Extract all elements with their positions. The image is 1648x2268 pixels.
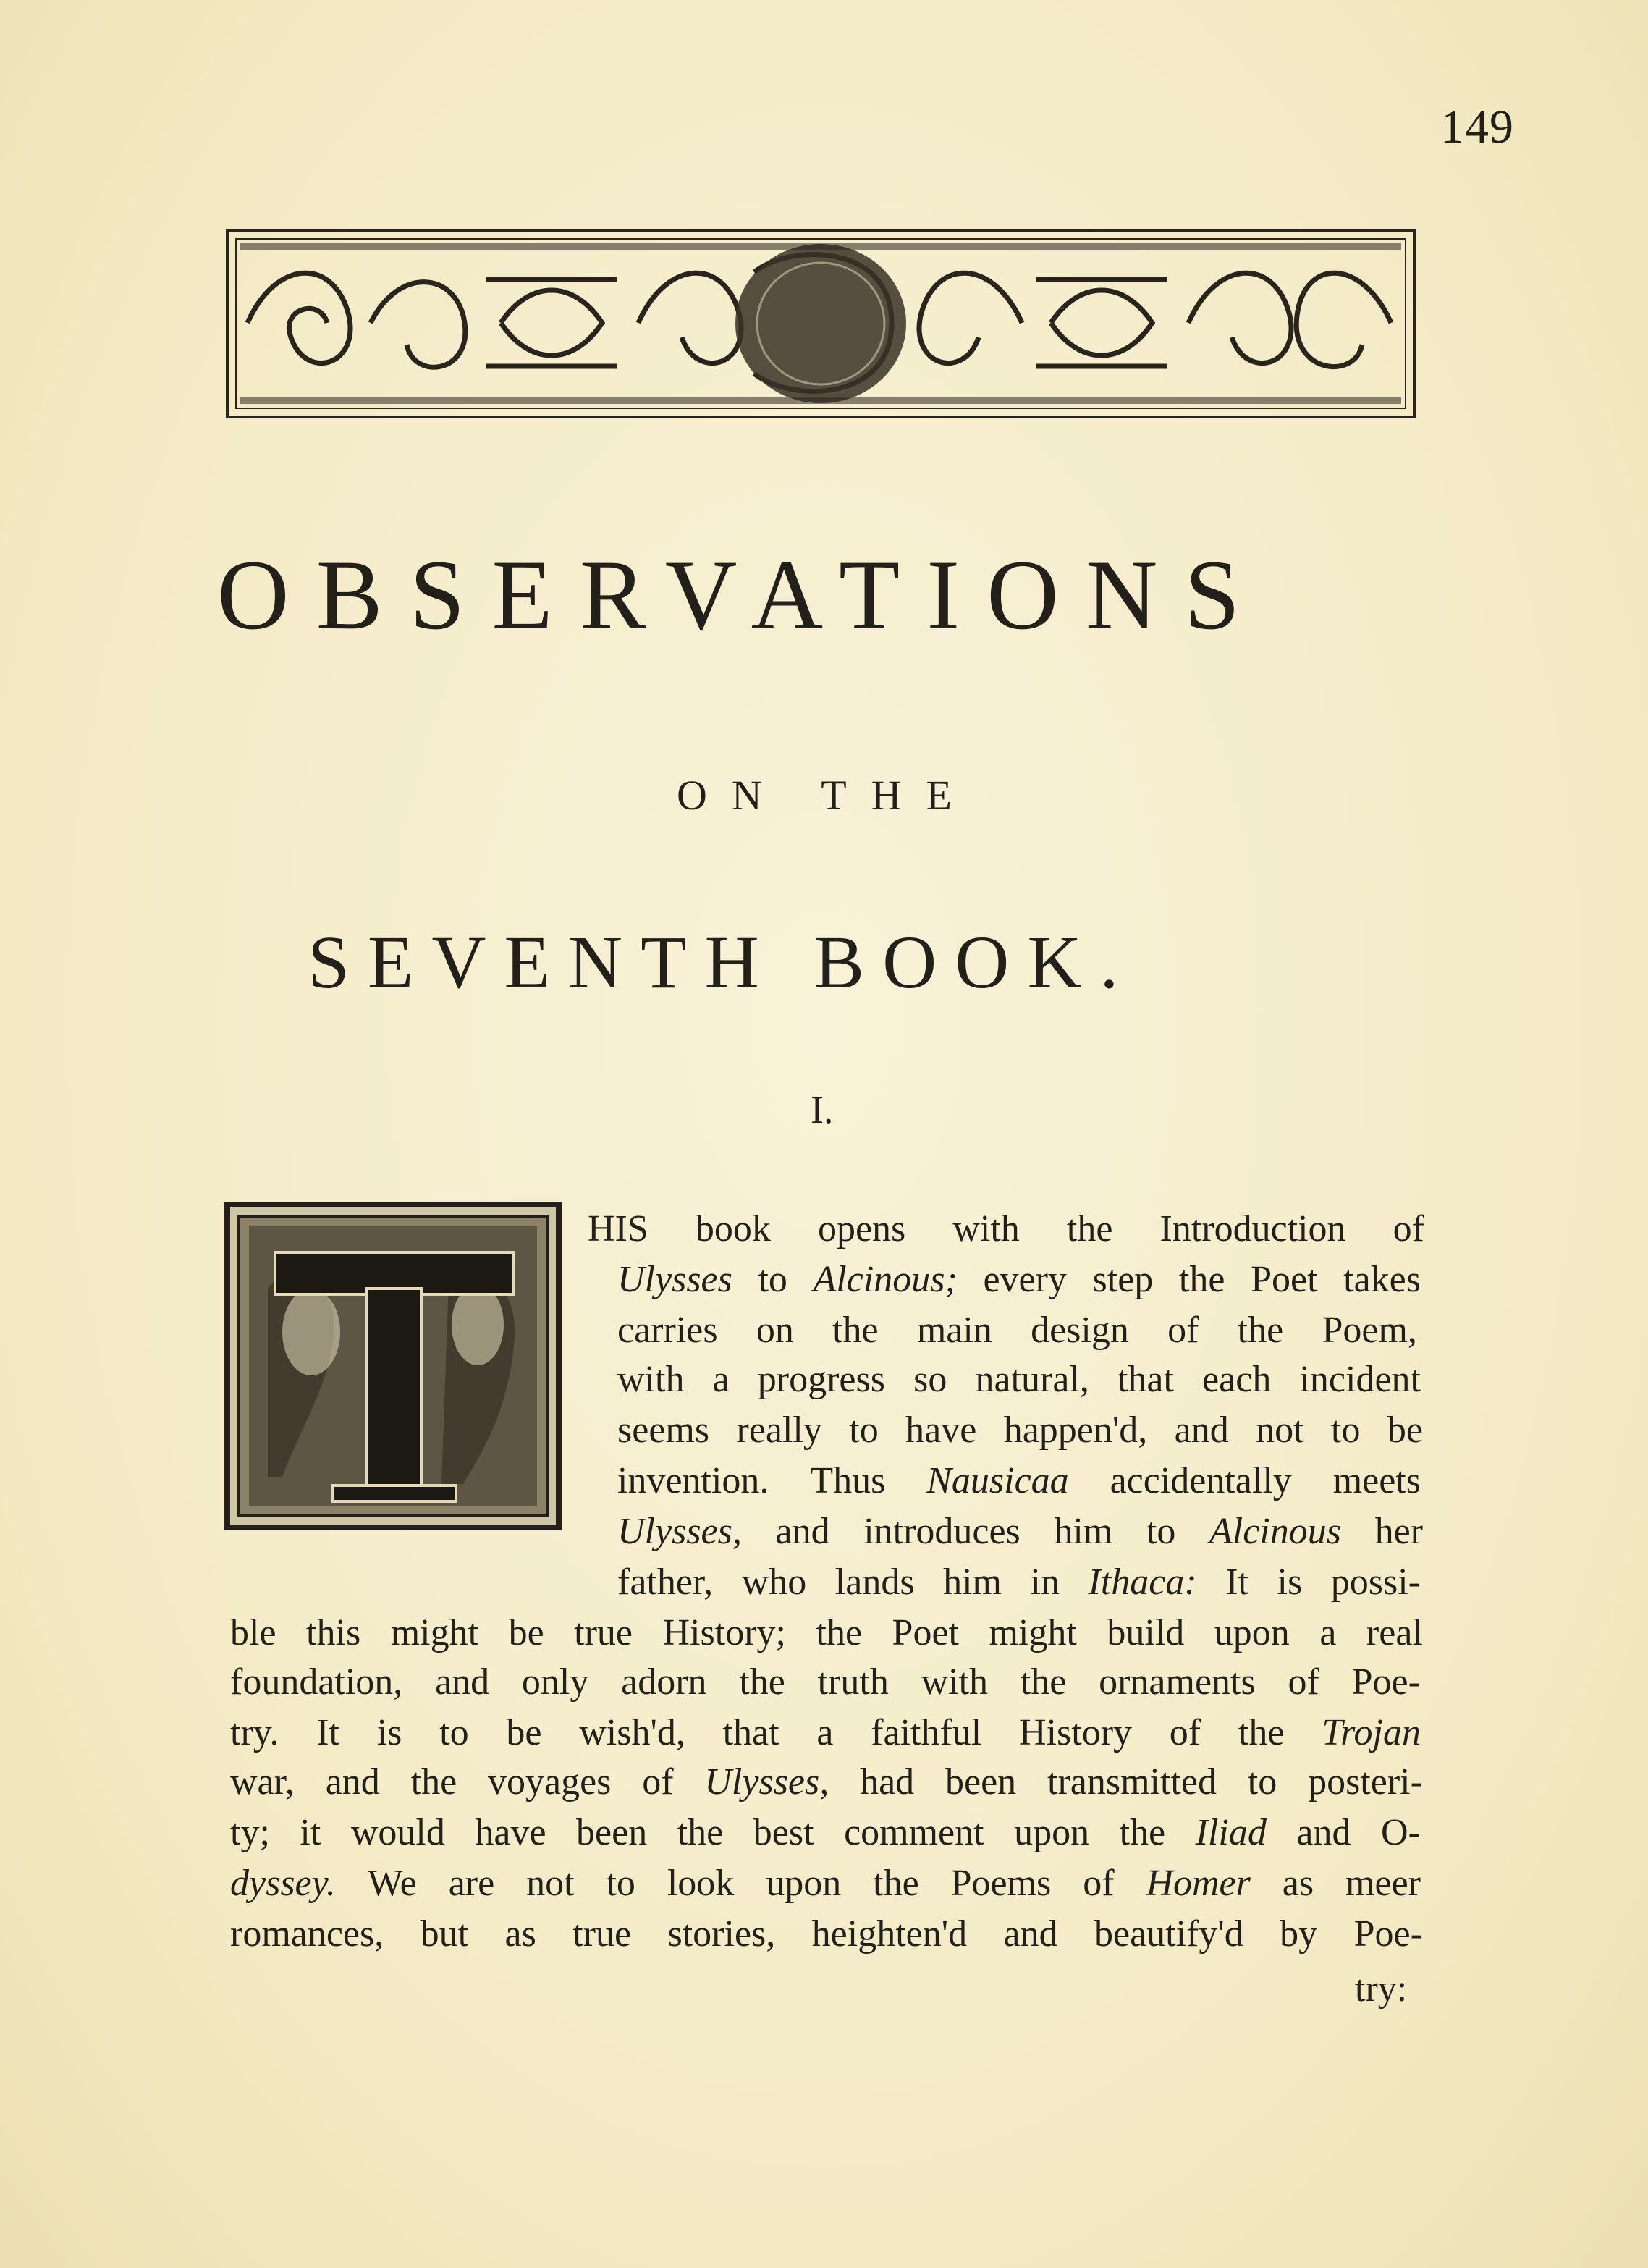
word: only — [521, 1661, 589, 1703]
word: Ulysses — [617, 1259, 732, 1300]
word: might — [989, 1612, 1077, 1653]
word: It — [1225, 1561, 1248, 1603]
word: Introduction — [1159, 1208, 1346, 1249]
word: the — [1119, 1812, 1166, 1853]
word: Poe- — [1351, 1661, 1421, 1703]
word: incident — [1299, 1359, 1421, 1400]
word: wish'd, — [579, 1712, 685, 1753]
word: stories, — [667, 1913, 776, 1955]
word: the — [1237, 1310, 1284, 1351]
word: Nausicaa — [926, 1460, 1069, 1501]
word: a — [712, 1359, 730, 1400]
word: would — [350, 1812, 445, 1853]
text-line — [617, 1513, 1423, 1551]
word: but — [420, 1913, 469, 1955]
word: of — [1083, 1863, 1115, 1904]
word: to — [1146, 1511, 1176, 1552]
text-line — [617, 1561, 1421, 1603]
word: step — [1092, 1259, 1154, 1300]
word: design — [1031, 1310, 1129, 1351]
word: with — [617, 1359, 685, 1400]
word: might — [390, 1612, 479, 1653]
word: is — [1277, 1561, 1303, 1603]
word: book — [695, 1208, 771, 1249]
word: possi- — [1330, 1561, 1421, 1603]
word: to — [1247, 1761, 1277, 1803]
word: on — [756, 1310, 794, 1351]
word: faithful — [871, 1712, 982, 1753]
word: have — [475, 1812, 546, 1853]
word: that — [1117, 1359, 1174, 1400]
word: with — [921, 1661, 989, 1703]
word: ty; — [230, 1812, 270, 1853]
word: look — [667, 1863, 735, 1904]
word: to — [849, 1409, 879, 1451]
word: lands — [834, 1561, 915, 1603]
word: and — [1003, 1913, 1058, 1955]
word: Alcinous — [1209, 1511, 1341, 1552]
word: have — [905, 1409, 977, 1451]
word: heighten'd — [811, 1913, 968, 1955]
word: upon — [1014, 1812, 1090, 1853]
word: each — [1202, 1359, 1272, 1400]
word: a — [816, 1712, 834, 1753]
word: invention. — [617, 1460, 769, 1501]
word: ble — [230, 1612, 276, 1653]
word: not — [526, 1863, 575, 1904]
word: Trojan — [1322, 1712, 1421, 1753]
word: introduces — [863, 1511, 1021, 1552]
book-title: SEVENTH BOOK. — [308, 921, 1137, 1004]
word: accidentally — [1110, 1460, 1292, 1501]
word: her — [1374, 1511, 1423, 1552]
word: romances, — [230, 1913, 384, 1955]
word: been — [945, 1761, 1017, 1803]
word: really — [736, 1409, 822, 1451]
word: every — [983, 1259, 1067, 1300]
word: ornaments — [1099, 1661, 1256, 1703]
word: the — [410, 1761, 457, 1803]
word: him — [1054, 1511, 1113, 1552]
word: of — [1169, 1712, 1201, 1753]
word: History; — [662, 1612, 786, 1653]
word: Ithaca: — [1088, 1561, 1197, 1603]
word: the — [832, 1310, 879, 1351]
word: It — [316, 1712, 339, 1753]
word: the — [1066, 1208, 1113, 1249]
word: it — [300, 1812, 321, 1853]
word: build — [1107, 1612, 1185, 1653]
word: try. — [230, 1712, 279, 1753]
page-number: 149 — [1440, 101, 1514, 153]
word: progress — [757, 1359, 885, 1400]
text-line — [617, 1261, 1421, 1299]
word: Ulysses, — [617, 1511, 742, 1552]
headpiece-ornament — [226, 229, 1416, 418]
text-line — [617, 1361, 1421, 1399]
word: to — [606, 1863, 635, 1904]
word: been — [576, 1812, 648, 1853]
word: with — [952, 1208, 1020, 1249]
word: who — [741, 1561, 807, 1603]
text-line — [230, 1865, 1421, 1902]
word: the — [1178, 1259, 1225, 1300]
word: the — [739, 1661, 785, 1703]
word: Ulysses, — [704, 1761, 829, 1803]
word: Poems — [950, 1863, 1052, 1904]
word: so — [913, 1359, 947, 1400]
word: in — [1030, 1561, 1060, 1603]
word: be — [1387, 1409, 1423, 1451]
word: Poet — [1251, 1259, 1318, 1300]
word: Poem, — [1322, 1310, 1417, 1351]
word: posteri- — [1308, 1761, 1423, 1803]
word: and — [775, 1511, 830, 1552]
word: best — [753, 1812, 814, 1853]
text-line — [230, 1714, 1421, 1752]
word: not — [1256, 1409, 1304, 1451]
word: upon — [766, 1863, 842, 1904]
word: takes — [1343, 1259, 1421, 1300]
word: is — [376, 1712, 402, 1753]
word: voyages — [487, 1761, 612, 1803]
word: Alcinous; — [813, 1259, 958, 1300]
word: and — [325, 1761, 380, 1803]
word: that — [722, 1712, 779, 1753]
drop-cap-initial — [224, 1202, 562, 1530]
word: foundation, — [230, 1661, 403, 1703]
word: a — [1319, 1612, 1337, 1653]
word: as — [1282, 1863, 1314, 1904]
text-line — [230, 1763, 1423, 1801]
word: had — [860, 1761, 915, 1803]
text-line — [230, 1661, 1421, 1703]
word: by — [1280, 1913, 1318, 1955]
word: adorn — [621, 1661, 707, 1703]
word: of — [642, 1761, 674, 1803]
word: to — [758, 1259, 787, 1300]
word: to — [439, 1712, 469, 1753]
word: the — [816, 1612, 863, 1653]
word: natural, — [975, 1359, 1089, 1400]
word: happen'd, — [1003, 1409, 1148, 1451]
section-number: I. — [811, 1088, 834, 1131]
word: real — [1366, 1612, 1423, 1653]
word: We — [367, 1863, 417, 1904]
word: the — [873, 1863, 919, 1904]
word: and — [435, 1661, 490, 1703]
word: meets — [1332, 1460, 1421, 1501]
word: true — [574, 1612, 633, 1653]
word: opens — [817, 1208, 906, 1249]
word: of — [1393, 1208, 1424, 1249]
word: History — [1019, 1712, 1133, 1753]
word: and — [1296, 1812, 1351, 1853]
word: this — [306, 1612, 361, 1653]
word: and — [1174, 1409, 1229, 1451]
word: the — [1238, 1712, 1285, 1753]
word: be — [508, 1612, 544, 1653]
word: Poe- — [1353, 1913, 1423, 1955]
word: Poet — [892, 1612, 959, 1653]
word: dyssey. — [230, 1863, 336, 1904]
catchword: try: — [1355, 1968, 1408, 2010]
word: are — [448, 1863, 495, 1904]
chapter-subtitle: ON THE — [677, 772, 976, 819]
text-line — [617, 1462, 1421, 1500]
text-line — [230, 1614, 1423, 1652]
word: carries — [617, 1310, 718, 1351]
text-line — [230, 1915, 1423, 1953]
word: Thus — [810, 1460, 886, 1501]
word: O- — [1381, 1812, 1421, 1853]
word: him — [943, 1561, 1002, 1603]
word: meer — [1345, 1863, 1421, 1904]
text-line — [588, 1210, 1424, 1248]
word: the — [677, 1812, 724, 1853]
word: main — [916, 1310, 992, 1351]
word: true — [572, 1913, 632, 1955]
text-line — [617, 1312, 1417, 1349]
text-line — [617, 1409, 1423, 1451]
word: war, — [230, 1761, 295, 1803]
word: as — [504, 1913, 536, 1955]
word: seems — [617, 1409, 710, 1451]
word: truth — [817, 1661, 889, 1703]
word: be — [506, 1712, 542, 1753]
word: beautify'd — [1094, 1913, 1243, 1955]
word: of — [1288, 1661, 1319, 1703]
word: HIS — [588, 1208, 648, 1249]
word: to — [1331, 1409, 1361, 1451]
word: comment — [844, 1812, 984, 1853]
word: the — [1020, 1661, 1067, 1703]
word: upon — [1214, 1612, 1290, 1653]
text-line — [230, 1814, 1421, 1852]
word: father, — [617, 1561, 714, 1603]
chapter-title: OBSERVATIONS — [217, 539, 1267, 650]
word: Iliad — [1195, 1812, 1267, 1853]
word: Homer — [1146, 1863, 1251, 1904]
word: of — [1167, 1310, 1199, 1351]
word: transmitted — [1047, 1761, 1217, 1803]
